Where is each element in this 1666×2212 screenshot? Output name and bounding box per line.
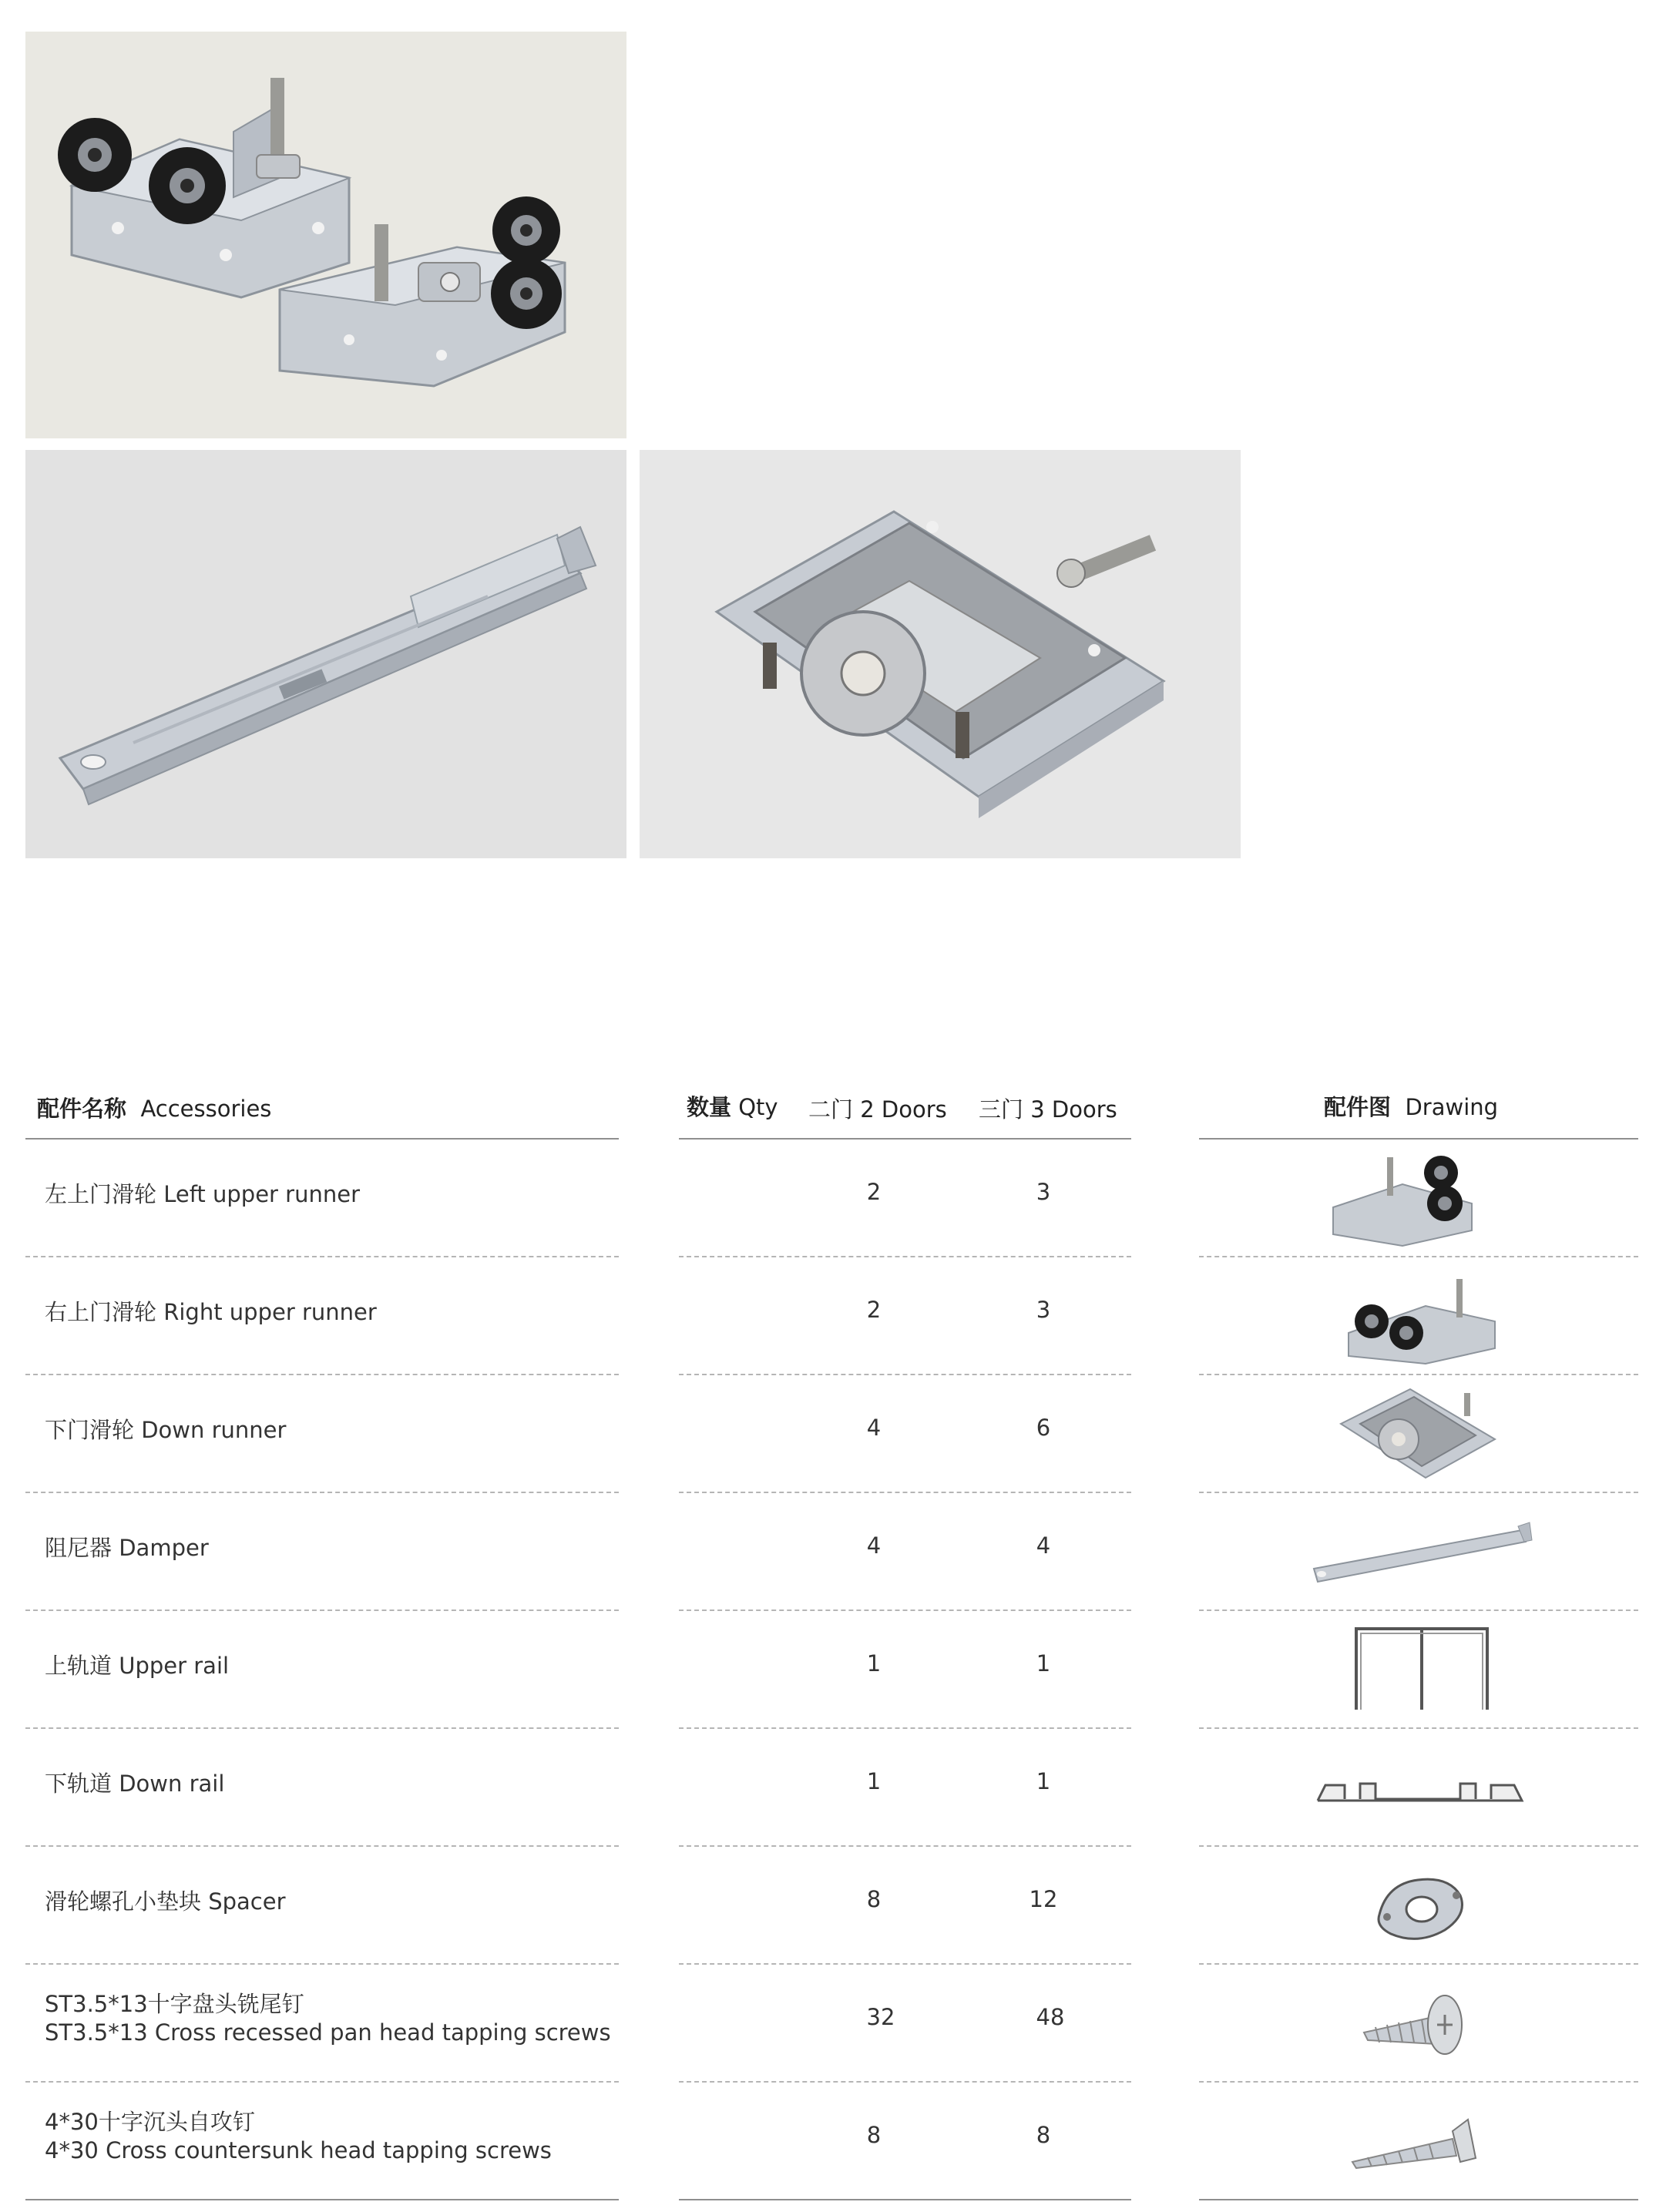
countersunk-screw-icon bbox=[1302, 2085, 1533, 2193]
damper-icon bbox=[1302, 1495, 1533, 1603]
table-row-down-runner bbox=[0, 1374, 1666, 1492]
upper-rail-icon bbox=[1302, 1613, 1533, 1721]
upper-runners-photo bbox=[25, 32, 626, 438]
row-qty-3-doors: 4 bbox=[1036, 1532, 1051, 1559]
header-2-doors: 二门 2 Doors bbox=[808, 1096, 947, 1123]
down-runner-image bbox=[640, 450, 1241, 858]
down-runner-illustration bbox=[717, 512, 1164, 818]
row-divider-middle bbox=[679, 2199, 1131, 2200]
row-qty-2-doors: 1 bbox=[866, 1650, 882, 1677]
damper-illustration bbox=[60, 527, 596, 804]
table-row-damper bbox=[0, 1492, 1666, 1609]
row-qty-3-doors: 3 bbox=[1036, 1297, 1051, 1323]
header-accessories: 配件名称 Accessories bbox=[37, 1096, 272, 1122]
left-upper-runner-illustration bbox=[58, 78, 349, 297]
left-upper-runner-icon bbox=[1302, 1142, 1533, 1250]
damper-photo bbox=[25, 450, 626, 858]
header-drawing: 配件图 Drawing bbox=[1324, 1094, 1499, 1120]
row-qty-2-doors: 8 bbox=[866, 2122, 882, 2148]
table-row-pan-head-screws bbox=[0, 1963, 1666, 2081]
header-qty: 数量 Qty bbox=[687, 1094, 778, 1120]
right-upper-runner-icon bbox=[1302, 1260, 1533, 1368]
row-divider-right bbox=[1199, 2199, 1638, 2200]
row-name: ST3.5*13十字盘头铣尾钉 ST3.5*13 Cross recessed pan head tapping screws bbox=[45, 1991, 611, 2046]
header-3-doors: 三门 3 Doors bbox=[979, 1096, 1117, 1123]
pan-head-screw-icon bbox=[1302, 1967, 1533, 2075]
table-row-spacer bbox=[0, 1845, 1666, 1963]
row-qty-3-doors: 6 bbox=[1036, 1415, 1051, 1441]
down-runner-icon bbox=[1302, 1378, 1533, 1485]
row-qty-2-doors: 2 bbox=[866, 1297, 882, 1323]
row-name: 4*30十字沉头自攻钉 4*30 Cross countersunk head tapping screws bbox=[45, 2109, 552, 2163]
row-name: 阻尼器 Damper bbox=[45, 1535, 209, 1561]
down-runner-photo bbox=[640, 450, 1241, 858]
row-name: 左上门滑轮 Left upper runner bbox=[45, 1181, 361, 1207]
row-divider-left bbox=[25, 2199, 619, 2200]
row-qty-3-doors: 12 bbox=[1029, 1886, 1058, 1912]
table-row-upper-rail bbox=[0, 1609, 1666, 1727]
row-qty-3-doors: 1 bbox=[1036, 1650, 1051, 1677]
row-name: 下门滑轮 Down runner bbox=[45, 1417, 287, 1443]
table-row-down-rail bbox=[0, 1727, 1666, 1845]
upper-runners-image bbox=[25, 32, 626, 438]
row-name: 右上门滑轮 Right upper runner bbox=[45, 1299, 377, 1325]
row-qty-2-doors: 2 bbox=[866, 1179, 882, 1205]
row-qty-2-doors: 32 bbox=[866, 2004, 895, 2030]
row-qty-3-doors: 48 bbox=[1036, 2004, 1065, 2030]
row-qty-3-doors: 8 bbox=[1036, 2122, 1051, 2148]
spacer-icon bbox=[1302, 1849, 1533, 1957]
table-row-left-upper-runner bbox=[0, 1138, 1666, 1256]
row-qty-3-doors: 1 bbox=[1036, 1768, 1051, 1794]
row-name: 下轨道 Down rail bbox=[45, 1771, 225, 1797]
damper-image bbox=[25, 450, 626, 858]
table-row-right-upper-runner bbox=[0, 1256, 1666, 1374]
row-qty-2-doors: 4 bbox=[866, 1532, 882, 1559]
row-qty-2-doors: 8 bbox=[866, 1886, 882, 1912]
row-qty-2-doors: 4 bbox=[866, 1415, 882, 1441]
row-name: 滑轮螺孔小垫块 Spacer bbox=[45, 1888, 286, 1915]
row-name: 上轨道 Upper rail bbox=[45, 1653, 230, 1679]
row-qty-2-doors: 1 bbox=[866, 1768, 882, 1794]
down-rail-icon bbox=[1302, 1731, 1533, 1839]
table-row-countersunk-screws bbox=[0, 2081, 1666, 2199]
row-qty-3-doors: 3 bbox=[1036, 1179, 1051, 1205]
